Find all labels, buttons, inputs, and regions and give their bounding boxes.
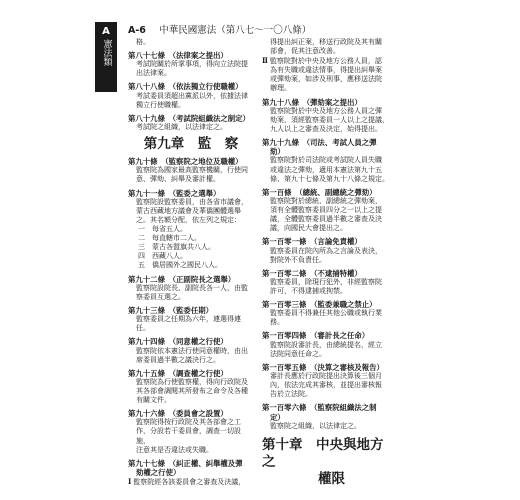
article (262, 269, 392, 296)
article-heading: 第九十九條 （司法、考試人員之彈 (262, 138, 377, 148)
article (128, 306, 254, 333)
article (262, 331, 392, 358)
article-text: 考試院關於所掌事項，得向立法院提 (136, 60, 248, 69)
article-heading: 第九十三條 （監委任期） (128, 305, 213, 315)
article-text: 劾案，須經監察委員一人以上之提議， (270, 115, 389, 124)
marked-paragraph: Ⅱ 監察院對於中央及地方公務人員，認 為有失職或違法情事，得提出糾舉案 或彈劾案，如涉及刑事，應移送法院 辦理。 (262, 56, 382, 93)
article-heading-cont: 劾） (270, 147, 285, 157)
continued-text: 得提出糾正案，移送行政院及其有關 部會，促其注意改善。 (270, 38, 382, 56)
article-text: 考試委員須超出黨派以外，依據法律 (136, 91, 248, 100)
article-heading: 第九十六條 （委員會之設置） (128, 409, 228, 419)
article-text: 審計長應於行政院提出決算後三個月 (270, 372, 382, 381)
article (262, 98, 392, 134)
left-column (128, 38, 254, 487)
article (128, 157, 254, 184)
article-text: 監察委員之任期為六年，連選得連任。 (136, 315, 241, 333)
article-heading: 第一百零四條 （審計長之任命） (262, 331, 370, 341)
article (128, 82, 254, 109)
article (128, 337, 254, 364)
article-heading: 第一百零五條 （決算之審核及報告） (262, 362, 384, 372)
article-text: 須有全體監察委員四分之一以上之提 (270, 206, 382, 215)
article-heading: 第九十條 （監察院之地位及職權） (128, 157, 243, 167)
article-text: 蒙古西藏地方議會及華僑團體選舉 (136, 206, 241, 215)
continued-text: 格。 (136, 38, 150, 46)
article (128, 459, 254, 488)
article-text: 監察委員不得兼任其他公職或執行業 (270, 309, 382, 318)
article-text: 或違法之彈劾，適用本憲法第九十五 (270, 165, 382, 174)
article-text: 監察委員在院內所為之言論及表決， (270, 246, 382, 255)
section-tab-letter: A (102, 26, 110, 37)
list-item: 三 蒙古各盟旗共八人。 (138, 243, 215, 252)
article-text: 其各部會調閱其所發布之命令及各種 (136, 386, 248, 395)
list-item: 五 僑居國外之國民八人。 (138, 261, 222, 270)
article-heading: 第一百零六條 （監察院組織法之制 (262, 403, 377, 413)
article (128, 51, 254, 78)
page-running-title: 中華民國憲法（第八七～一〇八條） (159, 25, 312, 36)
article-heading: 第九十五條 （調查權之行使） (128, 368, 228, 378)
paragraph-marker-icon: Ⅱ (262, 56, 268, 66)
article-heading: 第九十四條 （同意權之行使） (128, 337, 228, 347)
article-text: 條、第九十七條及第九十八條之規定。 (270, 174, 389, 183)
article-text: 監察院對於中央及地方公務人員之彈 (270, 106, 382, 115)
page-header (128, 22, 311, 36)
article-heading: 第八十七條 （法律案之提出） (128, 51, 228, 61)
article-text: 法院同意任命之。 (270, 349, 326, 358)
article (128, 114, 254, 132)
article-text: 監察院為行使監察權，得向行政院及 (136, 377, 248, 386)
article-text: 作，分設若干委員會，調查一切設施， (136, 427, 241, 445)
article-text: 監察院得按行政院及其各部會之工 (136, 418, 241, 427)
article (128, 275, 254, 302)
article-text: 許可，不得逮捕或拘禁。 (270, 287, 347, 295)
article-text: 監察委員，除現行犯外，非經監察院 (270, 277, 382, 286)
article-text: 內，依法完成其審核，並提出審核報 (270, 381, 382, 390)
article (262, 403, 392, 431)
article-text: 出法律案。 (136, 69, 171, 78)
paragraph-marker-icon: Ⅰ (128, 477, 132, 487)
article (262, 363, 392, 399)
page-number: A-6 (128, 25, 146, 36)
article-text: 監察院為國家最高監察機關，行使同 (136, 166, 248, 175)
article-heading-cont: 定） (270, 412, 285, 422)
article-text: 監察院設審計長，由總統提名，經立 (270, 340, 382, 349)
list-item: 一 每省五人。 (138, 225, 187, 234)
chapter-heading-10: 第十章 中央與地方之 權限 (262, 436, 384, 487)
chapter-heading-9: 第九章 監 察 (143, 136, 239, 153)
article-heading: 第八十九條 （考試院組織法之制定） (128, 113, 250, 123)
article-text: 獨立行使職權。 (136, 100, 185, 109)
article-heading: 第一百零三條 （監委兼職之禁止） (262, 300, 377, 310)
article-text: Ⅰ 監察院經各該委員會之審查及決議， (128, 477, 246, 487)
article-text: 席委員過半數之議決行之。 (136, 355, 220, 364)
article-heading: 第九十一條 （監委之選舉） (128, 188, 221, 198)
article-text: 注意其是否違法或失職。 (136, 445, 213, 454)
article (128, 189, 254, 271)
article-text: 告於立法院。 (270, 390, 312, 399)
article (128, 369, 254, 405)
article-heading: 第八十八條 （依法獨立行使職權） (128, 82, 243, 92)
article-text: 議，向國民大會提出之。 (270, 224, 347, 233)
article (262, 300, 392, 327)
article-text: 監察院設院長、副院長各一人，由監 (136, 283, 248, 292)
article-text: 務。 (270, 318, 284, 327)
article-heading: 第一百零一條 （言論免責權） (262, 237, 362, 247)
article-text: 監察院設監察委員，由各省市議會， (136, 197, 248, 206)
article-text: 之。其名額分配，依左列之規定： (136, 215, 241, 224)
article-text: 考試院之組織，以法律定之。 (136, 123, 227, 132)
article-heading: 第一百零二條 （不逮捕特權） (262, 268, 362, 278)
article-heading: 第九十二條 （正副院長之選舉） (128, 274, 236, 284)
article-text: 監察院對於司法院或考試院人員失職 (270, 156, 382, 165)
article (262, 188, 392, 234)
article-heading-cont: 劾權之行使） (136, 467, 181, 477)
right-column (262, 38, 392, 491)
section-tab-label: 憲法類 (101, 39, 112, 66)
article-text: 議，全體監察委員過半數之審查及決 (270, 215, 382, 224)
list-item: 二 每直轄市二人。 (138, 234, 201, 243)
section-tab (95, 22, 117, 92)
article-heading: 第一百條 （總統、副總統之彈劾） (262, 187, 377, 197)
article-text: 監察院對於總統、副總統之彈劾案， (270, 196, 382, 205)
article-heading: 第九十七條 （糾正權、糾舉權及彈 (128, 458, 243, 468)
article-text: 九人以上之審查及決定，始得提出。 (270, 124, 382, 133)
article-text: 對院外不負責任。 (270, 255, 326, 264)
article (262, 237, 392, 264)
article (262, 138, 392, 184)
article-text: 意、彈劾、糾舉及審計權。 (136, 175, 220, 184)
article-text: 察委員互選之。 (136, 292, 185, 301)
article-heading: 第九十八條 （彈劾案之提出） (262, 97, 362, 107)
article (128, 409, 254, 455)
article-text: 監察院依本憲法行使同意權時，由出 (136, 346, 248, 355)
list-item: 四 西藏八人。 (138, 252, 187, 261)
article-text: 有關文件。 (136, 396, 171, 405)
article-text: 監察院之組織，以法律定之。 (270, 421, 361, 430)
